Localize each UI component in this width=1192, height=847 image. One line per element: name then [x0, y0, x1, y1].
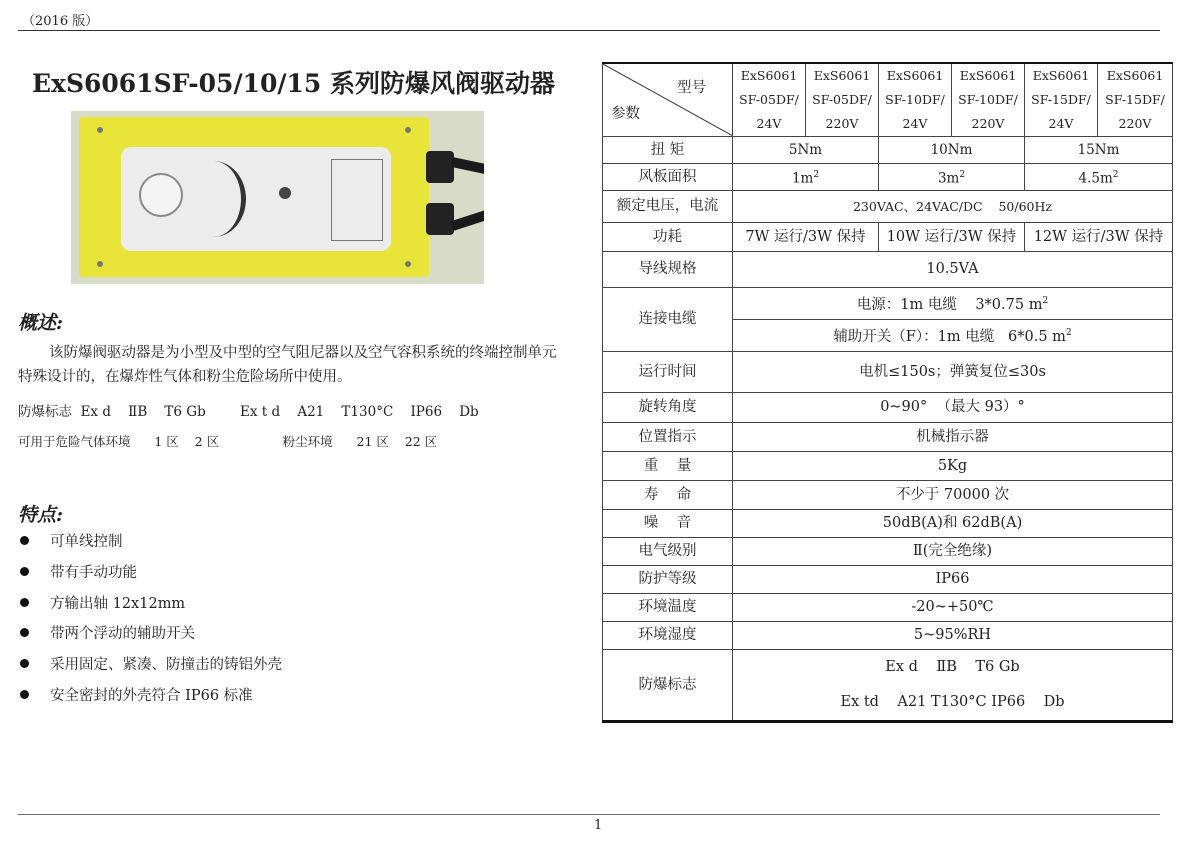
edition-label: （2016 版） — [22, 14, 99, 29]
list-item: 采用固定、紧凑、防撞击的铸铝外壳 — [18, 653, 282, 684]
cable — [450, 209, 484, 231]
table-cell: 15Nm — [1025, 137, 1173, 164]
zones-line: 可用于危险气体环境 1 区 2 区 粉尘环境 21 区 22 区 — [18, 434, 438, 449]
row-label: 额定电压，电流 — [603, 191, 733, 223]
list-item: 带两个浮动的辅助开关 — [18, 622, 282, 653]
table-row — [603, 538, 1173, 566]
bullet-icon — [20, 567, 29, 576]
row-label: 旋转角度 — [603, 393, 733, 423]
table-corner-cell — [603, 63, 733, 137]
table-row — [603, 650, 1173, 722]
actuator-faceplate — [121, 147, 391, 251]
table-cell: -20~+50℃ — [733, 594, 1173, 622]
bullet-icon — [20, 690, 29, 699]
table-cell: 电机≤150s；弹簧复位≤30s — [733, 352, 1173, 393]
list-item: 安全密封的外壳符合 IP66 标准 — [18, 684, 282, 715]
overview-text: 该防爆阀驱动器是为小型及中型的空气阻尼器以及空气容积系统的终端控制单元特殊设计的，在爆炸性气体和粉尘危险场所中使用。 — [18, 345, 557, 385]
table-cell: $4.5m^2$ — [1025, 164, 1173, 191]
table-row — [603, 352, 1173, 393]
table-cell: 0~90° （最大 93）° — [733, 393, 1173, 423]
ex-mark-gas: Ex d ⅡB T6 Gb — [885, 659, 1020, 675]
row-label: 寿 命 — [603, 481, 733, 510]
header-rule — [18, 30, 1160, 31]
corner-model-label: 型号 — [677, 80, 706, 96]
corner-param-label: 参数 — [611, 106, 640, 122]
table-row — [603, 137, 1173, 164]
footer-rule — [18, 814, 1160, 815]
table-cell: 5~95%RH — [733, 622, 1173, 650]
table-row — [603, 288, 1173, 320]
list-item: 方输出轴 12x12mm — [18, 592, 282, 623]
model-header: ExS6061 SF-05DF/ 220V — [806, 63, 879, 137]
row-label: 连接电缆 — [603, 288, 733, 352]
row-label: 环境湿度 — [603, 622, 733, 650]
table-row — [603, 622, 1173, 650]
table-cell: 5Nm — [733, 137, 879, 164]
table-row — [603, 423, 1173, 452]
table-cell: 230VAC、24VAC/DC 50/60Hz — [733, 191, 1173, 223]
table-cell: 12W 运行/3W 保持 — [1025, 223, 1173, 252]
row-label: 功耗 — [603, 223, 733, 252]
features-list — [18, 530, 282, 715]
model-header: ExS6061 SF-15DF/ 220V — [1098, 63, 1173, 137]
row-label: 位置指示 — [603, 423, 733, 452]
table-cell: 10Nm — [879, 137, 1025, 164]
row-label: 运行时间 — [603, 352, 733, 393]
cable — [450, 157, 484, 175]
table-cell: 5Kg — [733, 452, 1173, 481]
row-label: 防爆标志 — [603, 650, 733, 722]
table-row — [603, 452, 1173, 481]
table-cell: 电源：1m 电缆 3*0.75 $m^2$ — [733, 288, 1173, 320]
overview-heading: 概述: — [18, 312, 64, 334]
cable-gland — [426, 203, 454, 235]
table-row — [603, 223, 1173, 252]
shaft-socket — [139, 173, 183, 217]
table-cell: 10.5VA — [733, 252, 1173, 288]
row-label: 风板面积 — [603, 164, 733, 191]
actuator-housing — [79, 117, 429, 277]
model-header: ExS6061 SF-10DF/ 220V — [952, 63, 1025, 137]
bullet-icon — [20, 628, 29, 637]
row-label: 重 量 — [603, 452, 733, 481]
table-row — [603, 594, 1173, 622]
table-row — [603, 164, 1173, 191]
table-row — [603, 63, 1173, 137]
row-label: 电气级别 — [603, 538, 733, 566]
row-label: 环境温度 — [603, 594, 733, 622]
overview-paragraph — [18, 341, 568, 389]
table-row — [603, 191, 1173, 223]
wiring-diagram — [331, 159, 383, 241]
page-number: 1 — [594, 818, 603, 833]
table-row — [603, 510, 1173, 538]
ex-marking-line: 防爆标志 Ex d ⅡB T6 Gb Ex t d A21 T130°C IP66 Db — [18, 404, 479, 420]
table-row — [603, 252, 1173, 288]
spec-table — [602, 62, 1173, 723]
table-cell: 7W 运行/3W 保持 — [733, 223, 879, 252]
features-heading: 特点: — [18, 504, 64, 526]
bullet-icon — [20, 598, 29, 607]
rotation-indicator — [181, 161, 246, 237]
list-item: 可单线控制 — [18, 530, 282, 561]
row-label: 扭 矩 — [603, 137, 733, 164]
table-row — [603, 393, 1173, 423]
table-cell: 机械指示器 — [733, 423, 1173, 452]
table-cell: 辅助开关（F）：1m 电缆 6*0.5 $m^2$ — [733, 320, 1173, 352]
manual-knob — [279, 187, 291, 199]
table-cell: 不少于 70000 次 — [733, 481, 1173, 510]
model-header: ExS6061 SF-05DF/ 24V — [733, 63, 806, 137]
row-label: 防护等级 — [603, 566, 733, 594]
list-item: 带有手动功能 — [18, 561, 282, 592]
model-header: ExS6061 SF-15DF/ 24V — [1025, 63, 1098, 137]
row-label: 导线规格 — [603, 252, 733, 288]
table-cell: 10W 运行/3W 保持 — [879, 223, 1025, 252]
cable-gland — [426, 151, 454, 183]
diagonal-line — [603, 64, 733, 136]
ex-mark-dust: Ex td A21 T130°C IP66 Db — [840, 694, 1065, 710]
table-row — [603, 481, 1173, 510]
bullet-icon — [20, 536, 29, 545]
row-label: 噪 音 — [603, 510, 733, 538]
table-cell: IP66 — [733, 566, 1173, 594]
table-cell: $3m^2$ — [879, 164, 1025, 191]
table-cell — [733, 650, 1173, 722]
table-row — [603, 566, 1173, 594]
table-cell: $1m^2$ — [733, 164, 879, 191]
bullet-icon — [20, 659, 29, 668]
table-cell: Ⅱ(完全绝缘) — [733, 538, 1173, 566]
page-title: ExS6061SF-05/10/15 系列防爆风阀驱动器 — [32, 69, 555, 98]
product-photo — [71, 111, 484, 284]
model-header: ExS6061 SF-10DF/ 24V — [879, 63, 952, 137]
table-cell: 50dB(A)和 62dB(A) — [733, 510, 1173, 538]
